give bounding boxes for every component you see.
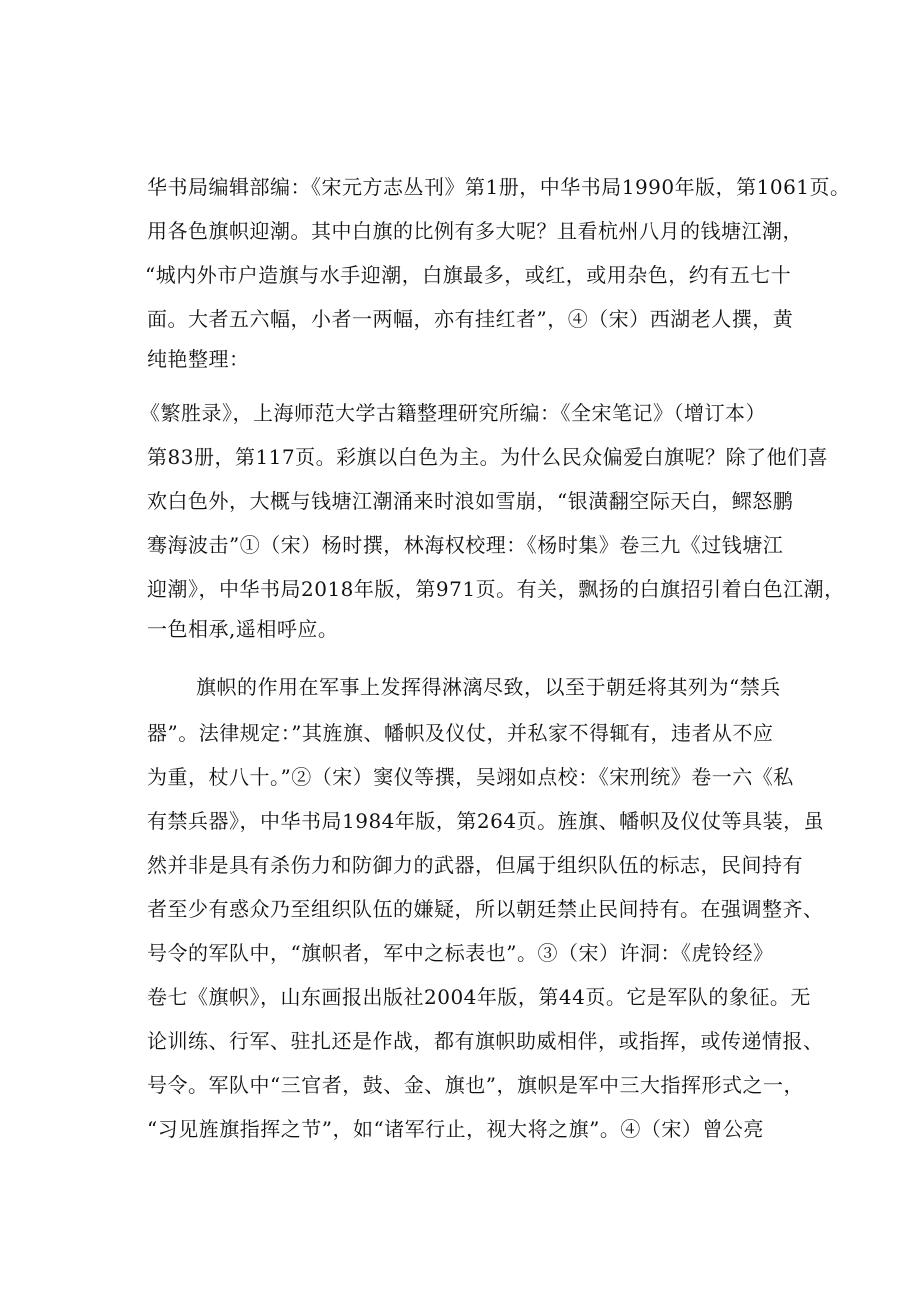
text-line: 者至少有惑众乃至组织队伍的嫌疑，所以朝廷禁止民间持有。在强调整齐、 <box>147 897 824 921</box>
paragraph-first-line: 旗帜的作用在军事上发挥得淋漓尽致，以至于朝廷将其列为“禁兵 <box>196 675 781 699</box>
text-line: 卷七《旗帜》，山东画报出版社2004年版，第44页。它是军队的象征。无 <box>147 985 811 1009</box>
text-line: 迎潮》，中华书局2018年版，第971页。有关，飘扬的白旗招引着白色江潮， <box>147 577 845 601</box>
text-line: 欢白色外，大概与钱塘江潮涌来时浪如雪崩，“银潢翻空际天白，鳏怒鹏 <box>147 489 794 513</box>
text-line: 号令的军队中，“旗帜者，军中之标表也”。③（宋）许洞：《虎铃经》 <box>147 941 774 965</box>
text-line: “习见旌旗指挥之节”，如“诸军行止，视大将之旗”。④（宋）曾公亮 <box>147 1117 764 1141</box>
text-line: 一色相承,遥相呼应。 <box>147 617 339 641</box>
text-line: 然并非是具有杀伤力和防御力的武器，但属于组织队伍的标志，民间持有 <box>147 853 803 877</box>
text-line: 骞海波击”①（宋）杨时撰，林海权校理：《杨时集》卷三九《过钱塘江 <box>147 533 784 557</box>
text-line: 有禁兵器》，中华书局1984年版，第264页。旌旗、幡帜及仪仗等具装，虽 <box>147 809 825 833</box>
text-line: 纯艳整理： <box>147 347 250 371</box>
text-line: 论训练、行军、驻扎还是作战，都有旗帜助威相伴，或指挥，或传递情报、 <box>147 1029 824 1053</box>
text-line: 器”。法律规定：”其旌旗、幡帜及仪仗，并私家不得辄有，违者从不应 <box>147 721 774 745</box>
document-body <box>0 165 920 1151</box>
text-line: 第83册，第117页。彩旗以白色为主。为什么民众偏爱白旗呢？除了他们喜 <box>147 445 829 469</box>
text-line: 用各色旗帜迎潮。其中白旗的比例有多大呢？且看杭州八月的钱塘江潮， <box>147 219 803 243</box>
text-line: “城内外市户造旗与水手迎潮，白旗最多，或红，或用杂色，约有五七十 <box>145 263 792 287</box>
text-line: 华书局编辑部编：《宋元方志丛刊》第1册，中华书局1990年版，第1061页。 <box>147 175 851 199</box>
text-line: 为重，杖八十。”②（宋）窦仪等撰，吴翊如点校：《宋刑统》卷一六《私 <box>147 765 794 789</box>
text-line: 面。大者五六幅，小者一两幅，亦有挂红者”，④（宋）西湖老人撰，黄 <box>147 307 794 331</box>
text-line: 号令。军队中“三官者，鼓、金、旗也”，旗帜是军中三大指挥形式之一， <box>147 1073 804 1097</box>
text-line: 《繁胜录》，上海师范大学古籍整理研究所编：《全宋笔记》（增订本） <box>140 401 766 425</box>
